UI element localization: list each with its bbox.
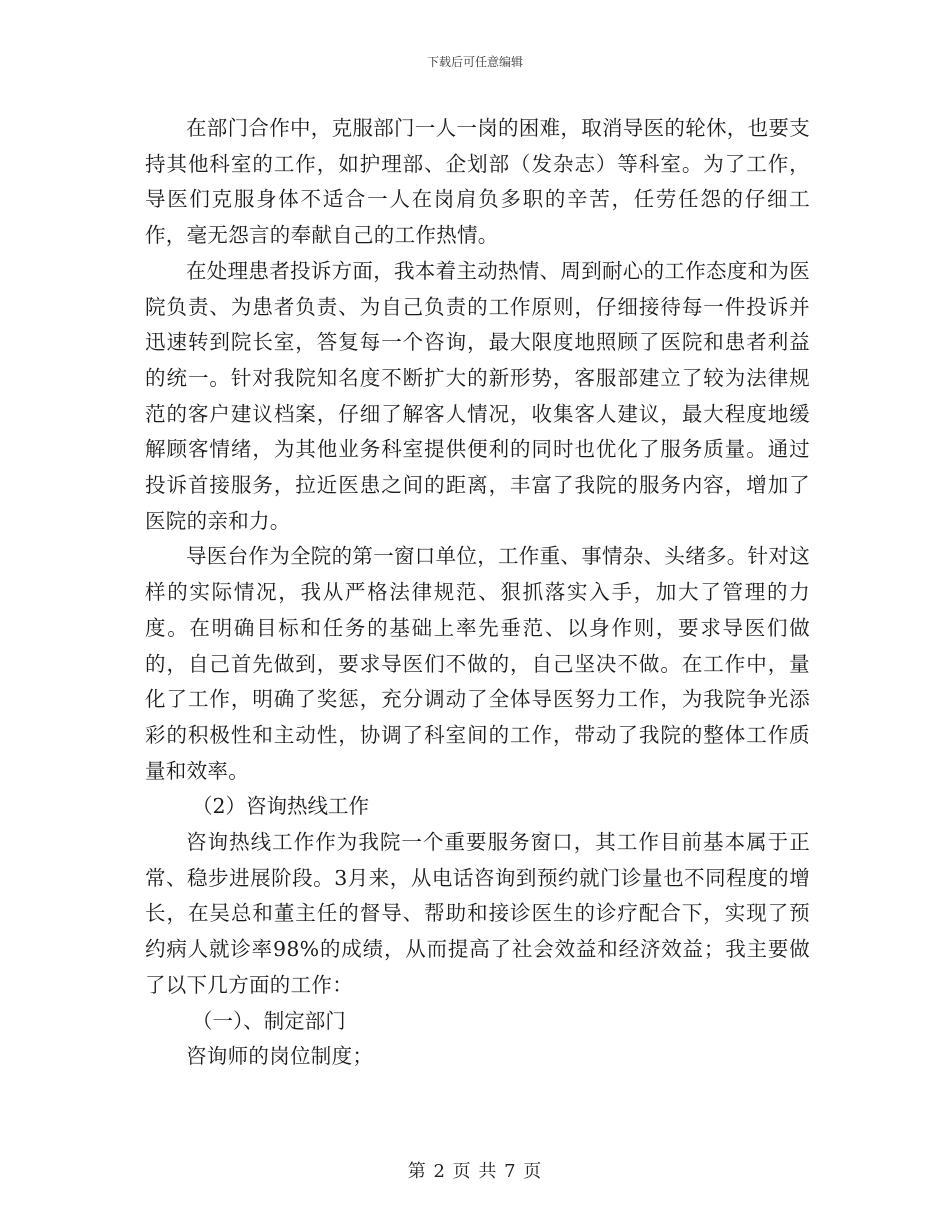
document-body — [145, 111, 810, 1075]
page-header: 下载后可任意编辑 — [426, 55, 523, 69]
section-heading-hotline: （2）咨询热线工作 — [192, 794, 370, 819]
paragraph-consultant-rules: 咨询师的岗位制度； — [186, 1044, 374, 1069]
paragraph-complaint-handling: 在处理患者投诉方面，我本着主动热情、周到耐心的工作态度和为医院负责、为患者负责、为自己负责的工作原则，仔细接待每一件投诉并迅速转到院长室，答复每一个咨询，最大限度地照顾了医院和患者利益的统一。针对我院知名度不断扩大的新形势，客服部建立了较为法律规范的客户建议档案，仔细了解客人情况，收集客人建议，最大程度地缓解顾客情绪，为其他业务科室提供便利的同时也优化了服务质量。通过投诉首接服务，拉近医患之间的距离，丰富了我院的服务内容，增加了医院的亲和力。 — [145, 258, 810, 533]
subsection-heading: （一）、制定部门 — [192, 1008, 346, 1033]
paragraph-department-cooperation: 在部门合作中，克服部门一人一岗的困难，取消导医的轮休，也要支持其他科室的工作，如护理部、企划部（发杂志）等科室。为了工作，导医们克服身体不适合一人在岗肩负多职的辛苦，任劳任怨的仔细工作，毫无怨言的奉献自己的工作热情。 — [145, 116, 810, 248]
paragraph-guide-desk: 导医台作为全院的第一窗口单位，工作重、事情杂、头绪多。针对这样的实际情况，我从严格法律规范、狠抓落实入手，加大了管理的力度。在明确目标和任务的基础上率先垂范、以身作则，要求导医们做的，自己首先做到，要求导医们不做的，自己坚决不做。在工作中，量化了工作，明确了奖惩，充分调动了全体导医努力工作，为我院争光添彩的积极性和主动性，协调了科室间的工作，带动了我院的整体工作质量和效率。 — [145, 544, 810, 783]
page-number-footer: 第 2 页 共 7 页 — [407, 1161, 543, 1182]
paragraph-hotline-work: 咨询热线工作作为我院一个重要服务窗口，其工作目前基本属于正常、稳步进展阶段。3月来，从电话咨询到预约就门诊量也不同程度的增长，在吴总和董主任的督导、帮助和接诊医生的诊疗配合下，实现了预约病人就诊率98%的成绩，从而提高了社会效益和经济效益；我主要做了以下几方面的工作： — [145, 830, 810, 997]
